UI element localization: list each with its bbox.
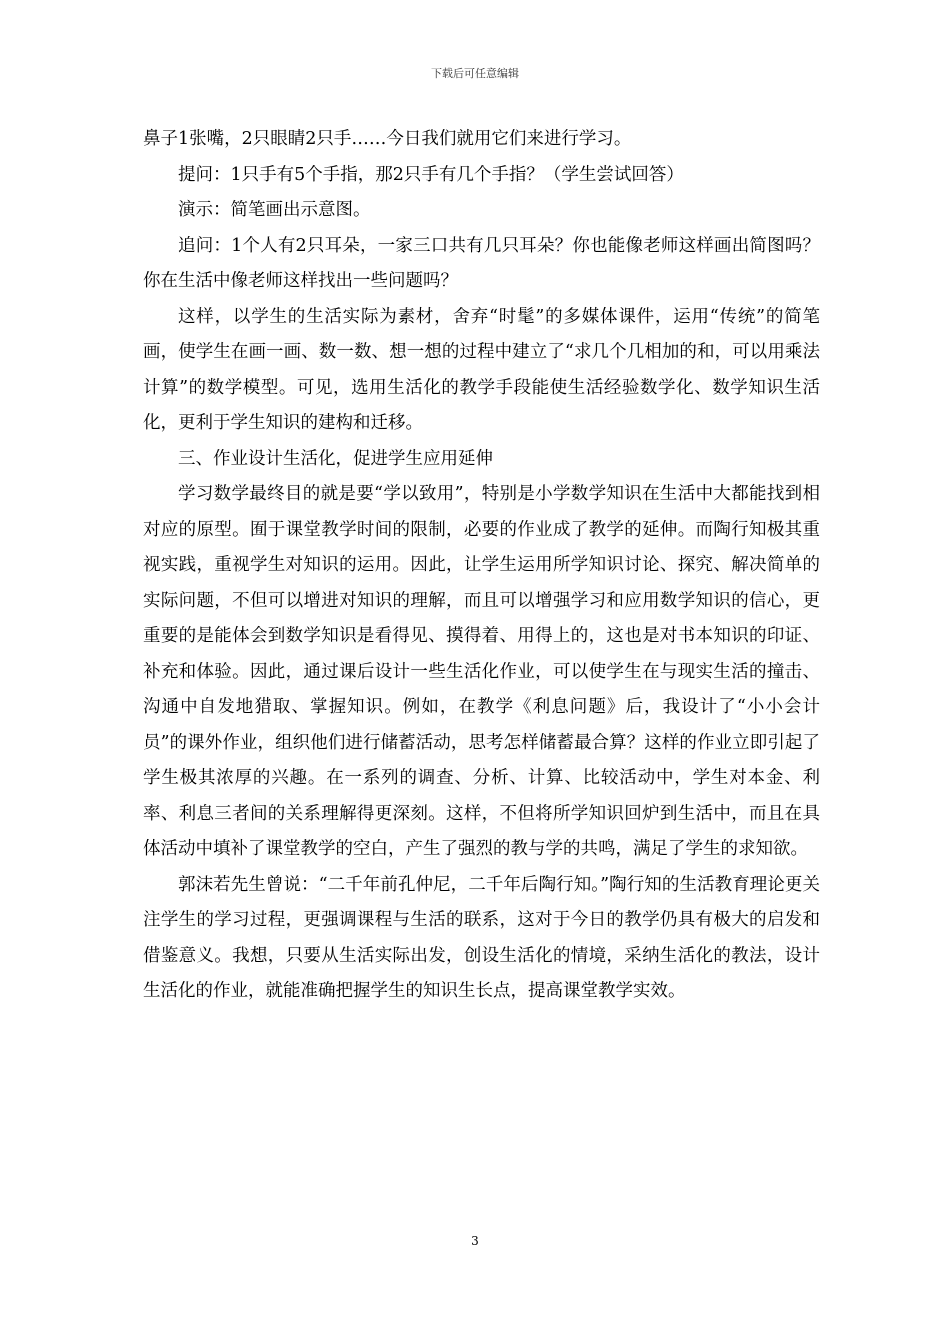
paragraph-5: 这样，以学生的生活实际为素材，舍弃“时髦”的多媒体课件，运用“传统”的简笔画，使学生在画一画、数一数、想一想的过程中建立了“求几个几相加的和，可以用乘法计算”的数学模型。可见，选用生活化的教学手段能使生活经验数学化、数学知识生活化，更利于学生知识的建构和迁移。 (143, 306, 820, 433)
page-header: 下载后可任意编辑 (431, 67, 519, 80)
paragraph-8: 郭沫若先生曾说：“二千年前孔仲尼，二千年后陶行知。”陶行知的生活教育理论更关注学生的学习过程，更强调课程与生活的联系，这对于今日的教学仍具有极大的启发和借鉴意义。我想，只要从生活实际出发，创设生活化的情境，采纳生活化的教法，设计生活化的作业，就能准确把握学生的知识生长点，提高课堂教学实效。 (143, 874, 820, 1001)
paragraph-2: 提问：1只手有5个手指，那2只手有几个手指？（学生尝试回答） (178, 164, 684, 185)
paragraph-7: 学习数学最终目的就是要“学以致用”，特别是小学数学知识在生活中大都能找到相对应的原型。囿于课堂教学时间的限制，必要的作业成了教学的延伸。而陶行知极其重视实践，重视学生对知识的运用。因此，让学生运用所学知识讨论、探究、解决简单的实际问题，不但可以增进对知识的理解，而且可以增强学习和应用数学知识的信心，更重要的是能体会到数学知识是看得见、摸得着、用得上的，这也是对书本知识的印证、补充和体验。因此，通过课后设计一些生活化作业，可以使学生在与现实生活的撞击、沟通中自发地猎取、掌握知识。例如，在教学《利息问题》后，我设计了“小小会计员”的课外作业，组织他们进行储蓄活动，思考怎样储蓄最合算？这样的作业立即引起了学生极其浓厚的兴趣。在一系列的调查、分析、计算、比较活动中，学生对本金、利率、利息三者间的关系理解得更深刻。这样，不但将所学知识回炉到生活中，而且在具体活动中填补了课堂教学的空白，产生了强烈的教与学的共鸣，满足了学生的求知欲。 (143, 484, 820, 859)
page-number: 3 (471, 1234, 479, 1248)
paragraph-1: 鼻子1张嘴，2只眼睛2只手……今日我们就用它们来进行学习。 (143, 129, 632, 149)
document-body (143, 122, 820, 1010)
paragraph-4: 追问：1个人有2只耳朵，一家三口共有几只耳朵？你也能像老师这样画出简图吗？你在生活中像老师这样找出一些问题吗？ (143, 235, 820, 291)
section-heading: 三、作业设计生活化，促进学生应用延伸 (178, 448, 493, 469)
paragraph-3: 演示：简笔画出示意图。 (178, 200, 371, 220)
